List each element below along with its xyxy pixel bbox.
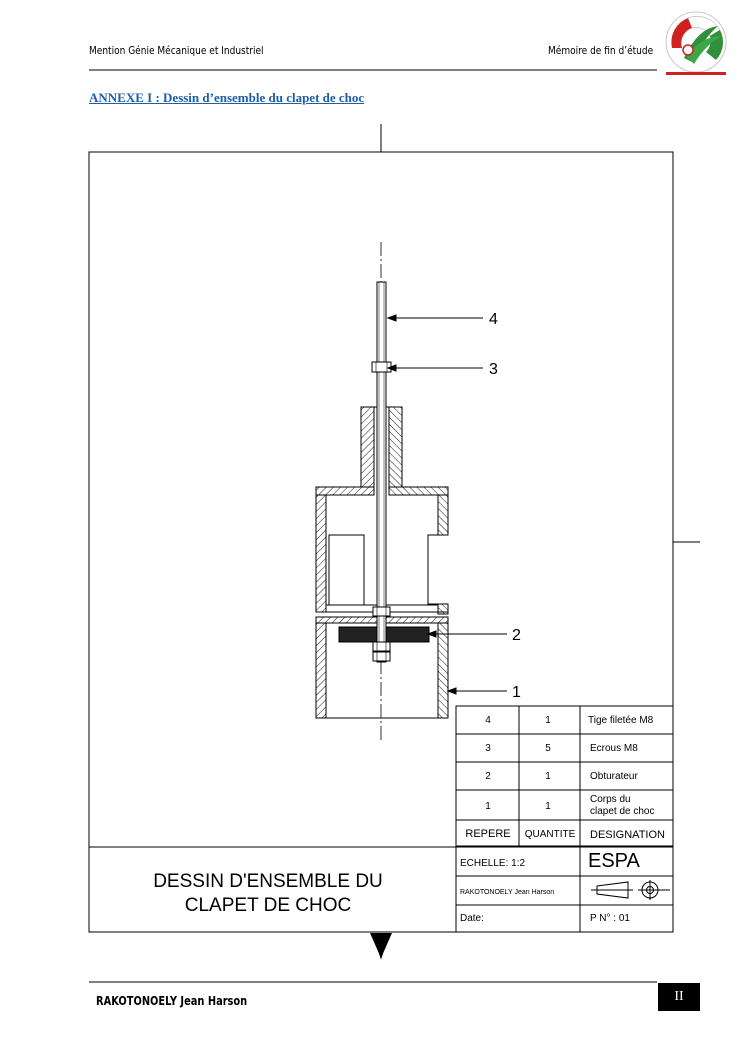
school-name: ESPA	[588, 850, 640, 872]
callout-4: 4	[489, 311, 498, 328]
drawing-title-line1: DESSIN D'ENSEMBLE DU	[153, 871, 383, 892]
table-header-designation: DESIGNATION	[590, 829, 665, 841]
table-row-designation: Tige filetée M8	[588, 715, 654, 726]
table-row-designation: Corps du	[590, 794, 631, 805]
table-header-repere: REPERE	[465, 828, 511, 840]
table-row-quantite: 1	[545, 715, 551, 726]
header-right-text: Mémoire de fin d’étude	[548, 44, 654, 57]
scale-label: ECHELLE: 1:2	[460, 858, 526, 869]
table-row-designation: Obturateur	[590, 771, 638, 782]
date-label: Date:	[460, 913, 484, 924]
header-left-text: Mention Génie Mécanique et Industriel	[89, 44, 264, 57]
callout-3: 3	[489, 361, 498, 378]
callout-1: 1	[512, 684, 521, 701]
table-row-designation-line2: clapet de choc	[590, 806, 655, 817]
footer-author: RAKOTONOELY Jean Harson	[96, 994, 248, 1008]
annex-title: ANNEXE I : Dessin d’ensemble du clapet de choc	[89, 90, 365, 105]
table-row-quantite: 1	[545, 771, 551, 782]
projection-symbol-icon	[591, 880, 670, 900]
table-row-repere: 2	[485, 771, 491, 782]
table-row-repere: 4	[485, 715, 491, 726]
plan-number: P N° : 01	[590, 913, 630, 924]
table-header-quantite: QUANTITE	[524, 829, 576, 840]
author-label: RAKOTONOELY Jean Harson	[460, 889, 555, 896]
table-row-quantite: 1	[545, 801, 551, 812]
callout-2: 2	[512, 627, 521, 644]
threaded-rod	[377, 282, 386, 662]
table-row-repere: 3	[485, 743, 491, 754]
page-number-box: II	[658, 983, 700, 1011]
centering-mark-bottom	[370, 933, 392, 958]
table-row-repere: 1	[485, 801, 491, 812]
drawing-title-line2: CLAPET DE CHOC	[184, 895, 352, 916]
table-row-quantite: 5	[545, 743, 551, 754]
table-row-designation: Ecrous M8	[590, 743, 638, 754]
